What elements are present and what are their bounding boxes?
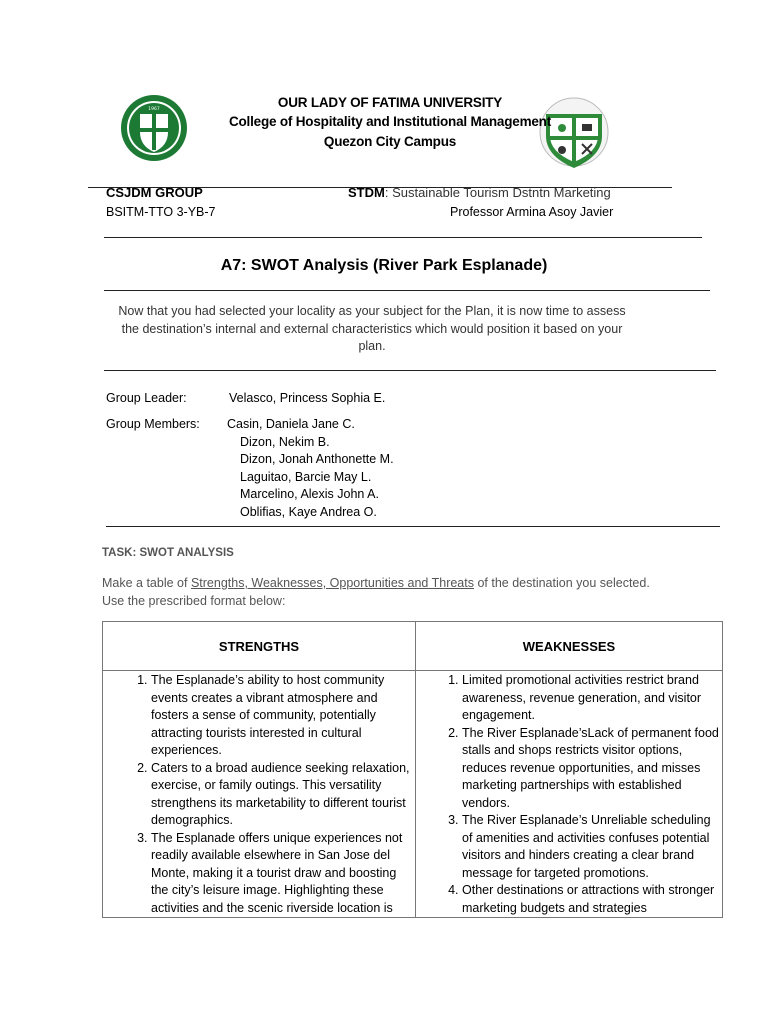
campus-name: Quezon City Campus: [323, 134, 457, 149]
list-item: 1. Limited promotional activities restrict brand awareness, revenue generation, and visitor engagement.: [462, 672, 720, 725]
strengths-cell: [103, 671, 416, 918]
swot-link[interactable]: Strengths, Weaknesses, Opportunities and Threats: [190, 576, 474, 590]
group-leader-name: Velasco, Princess Sophia E.: [229, 391, 386, 405]
instr-suffix: of the destination you selected.: [473, 576, 650, 590]
college-name: College of Hospitality and Institutional Management: [228, 114, 552, 129]
instr-prefix: Make a table of: [102, 576, 191, 590]
task-instructions: [102, 575, 650, 610]
member-name: Dizon, Nekim B.: [240, 434, 330, 449]
weaknesses-list: [416, 671, 722, 917]
group-name: CSJDM GROUP: [106, 185, 203, 200]
divider-line: [104, 370, 716, 371]
divider-line: [104, 237, 702, 238]
member-name: Laguitao, Barcie May L.: [240, 469, 372, 484]
seal-year: 1967: [148, 107, 160, 112]
member-name: Casin, Daniela Jane C.: [227, 417, 355, 431]
list-item: 3. The River Esplanade’s Unreliable scheduling of amenities and activities confuses potential visitors and hinders creating a clear brand message for targeted promotions.: [462, 812, 720, 882]
intro-paragraph: Now that you had selected your locality as your subject for the Plan, it is now time to assess the destination’s internal and external characteristics which would position it based on your plan.: [118, 304, 626, 353]
list-item: 2. The River Esplanade’sLack of permanent food stalls and shops restricts visitor options, reduces revenue opportunities, and misses marketing partnerships with established vendors.: [462, 725, 720, 813]
university-name: OUR LADY OF FATIMA UNIVERSITY: [277, 95, 503, 110]
member-name: Marcelino, Alexis John A.: [240, 487, 379, 501]
list-item: 1. The Esplanade’s ability to host community events creates a vibrant atmosphere and fosters a sense of community, potentially attracting tourists interested in cultural experiences.: [151, 672, 411, 760]
list-item: 4. Other destinations or attractions with stronger marketing budgets and strategies: [462, 882, 720, 917]
list-item: 3. The Esplanade offers unique experiences not readily available elsewhere in San Jose del Monte, making it a tourist draw and boosting the city’s leisure image. Highlighting these activities and the scenic riverside location is: [151, 830, 411, 918]
group-members-list: [227, 416, 394, 521]
strengths-header: STRENGTHS: [103, 622, 416, 671]
swot-table: [102, 621, 723, 918]
divider-line: [106, 526, 720, 527]
group-members-label: Group Members:: [106, 417, 200, 431]
course-info: [348, 185, 611, 200]
member-name: Oblifias, Kaye Andrea O.: [240, 504, 377, 519]
weaknesses-header: WEAKNESSES: [416, 622, 723, 671]
course-code: STDM: [348, 185, 385, 200]
weaknesses-cell: [416, 671, 723, 918]
professor-name: Professor Armina Asoy Javier: [450, 205, 614, 219]
course-name: : Sustainable Tourism Dstntn Marketing: [384, 185, 611, 200]
section-code: BSITM-TTO 3-YB-7: [106, 205, 216, 219]
task-label: TASK: SWOT ANALYSIS: [102, 547, 234, 559]
group-leader-label: Group Leader:: [106, 391, 187, 405]
activity-title: A7: SWOT Analysis (River Park Esplanade): [220, 257, 548, 274]
instr-line2: Use the prescribed format below:: [102, 593, 286, 608]
list-item: 2. Caters to a broad audience seeking relaxation, exercise, or family outings. This versatility strengthens its marketability to different tourist demographics.: [151, 760, 411, 830]
member-name: Dizon, Jonah Anthonette M.: [240, 452, 394, 466]
strengths-list: [103, 671, 415, 917]
divider-line: [104, 290, 710, 291]
